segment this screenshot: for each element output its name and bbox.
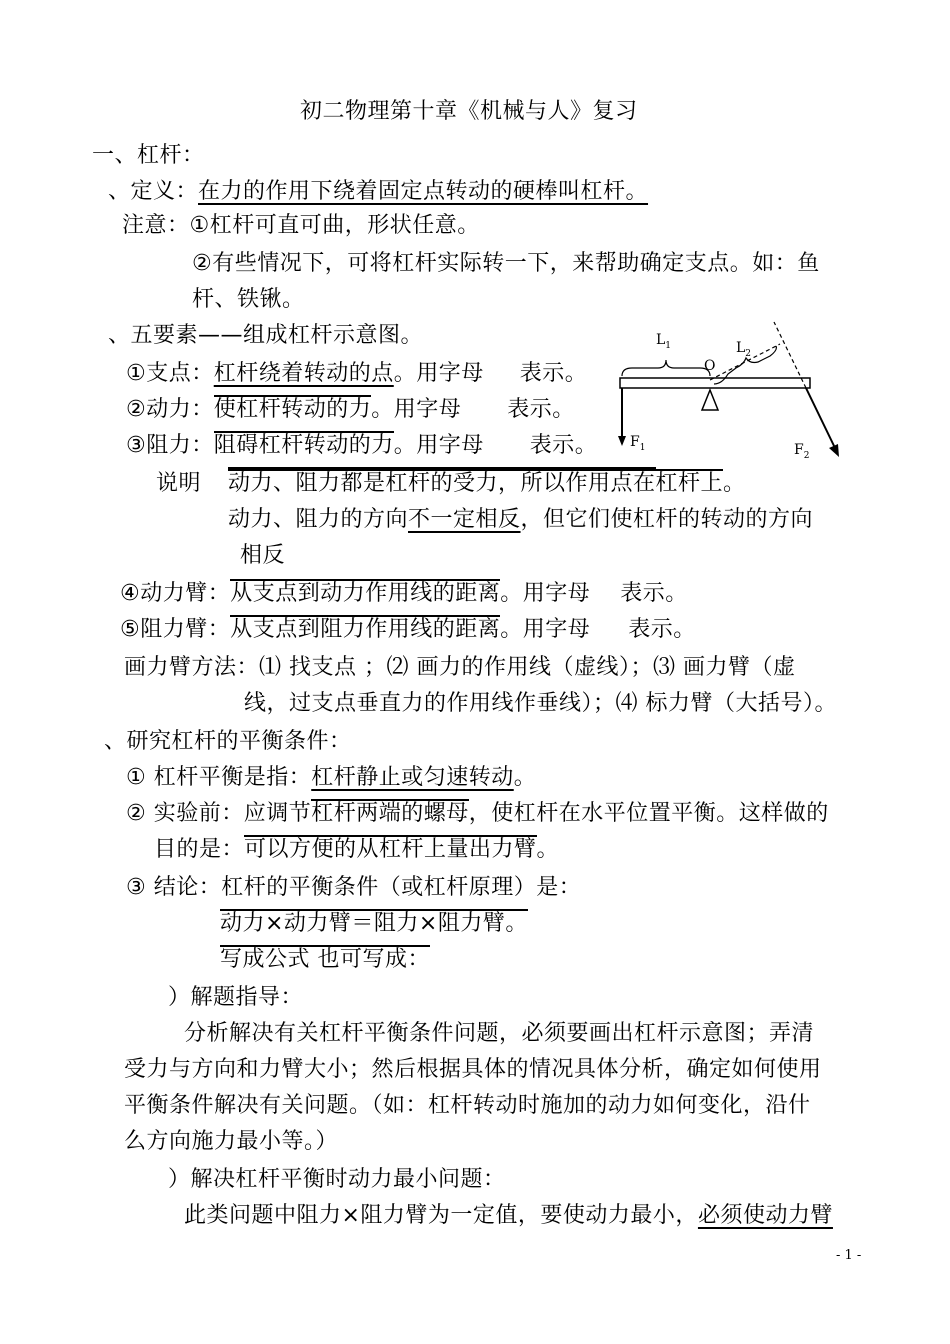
balance-heading: 、研究杠杆的平衡条件： bbox=[104, 729, 352, 754]
balance-2b-post: 。 bbox=[536, 837, 560, 862]
effort-line bbox=[126, 396, 575, 424]
pivot-tail: 表示。 bbox=[519, 361, 588, 386]
explain-1-pre: 动力、阻力都是杠杆的受力，所以作用点在 bbox=[228, 467, 656, 496]
pivot-text: 杠杆绕着转动的点 bbox=[213, 361, 394, 386]
page-number: - 1 - bbox=[836, 1248, 862, 1263]
load-force-arrowhead bbox=[829, 444, 839, 457]
effort-arm-brace bbox=[622, 360, 710, 376]
load-arm-rest: 。用字母 bbox=[500, 617, 591, 642]
guide-heading: ）解题指导： bbox=[168, 985, 304, 1010]
effort-arm-tail: 表示。 bbox=[620, 581, 688, 606]
method-line-2: 线，过支点垂直力的作用线作垂线）；⑷ 标力臂（大括号）。 bbox=[244, 691, 837, 716]
note-label: 注意： bbox=[122, 213, 190, 238]
lever-diagram bbox=[610, 318, 850, 468]
section-lever-heading: 一、杠杆： bbox=[92, 143, 205, 168]
load-rest: 。用字母 bbox=[393, 433, 484, 458]
guide-p4: 么方向施力最小等。） bbox=[124, 1129, 339, 1154]
minimum-p1-pre: 此类问题中阻力×阻力臂为一定值，要使动力最小， bbox=[184, 1203, 698, 1228]
explain-line-3: 相反 bbox=[240, 543, 286, 568]
load-arm-line bbox=[120, 616, 696, 644]
label-L1: $L_1$ bbox=[656, 332, 672, 351]
balance-formula-2 bbox=[220, 946, 430, 974]
balance-formula bbox=[220, 910, 528, 938]
explain-label: 说明 bbox=[156, 471, 202, 496]
definition-text: 在力的作用下绕着固定点转动的硬棒叫杠杆。 bbox=[198, 179, 649, 204]
label-L2: $L_2$ bbox=[736, 340, 752, 359]
load-arm-tail: 表示。 bbox=[628, 617, 696, 642]
balance-2b-pre: 目的是： bbox=[154, 837, 245, 862]
effort-label: ②动力： bbox=[126, 397, 214, 422]
lever-bar bbox=[620, 378, 810, 388]
minimum-p1 bbox=[184, 1202, 833, 1230]
definition-label: 、定义： bbox=[108, 179, 199, 204]
effort-force-arrowhead bbox=[618, 436, 626, 446]
balance-formula-2-text: 写成公式 也可写成： bbox=[220, 947, 430, 972]
fulcrum-triangle bbox=[702, 390, 718, 410]
balance-2-pre: ② 实验前：应调节 bbox=[126, 801, 312, 826]
balance-1-text: 杠杆静止或匀速转动 bbox=[311, 765, 514, 790]
label-F2: $F_2$ bbox=[794, 442, 810, 461]
note-item-2a: ②有些情况下，可将杠杆实际转一下，来帮助确定支点。如：鱼 bbox=[192, 251, 820, 276]
load-force-line bbox=[806, 388, 836, 450]
load-arm-text: 从支点到阻力作用线的距离 bbox=[230, 617, 501, 642]
balance-1-label: ① 杠杆平衡是指： bbox=[126, 765, 312, 790]
pivot-line bbox=[126, 360, 587, 388]
load-line bbox=[126, 432, 597, 460]
effort-arm-rest: 。用字母 bbox=[500, 581, 591, 606]
load-arm-label: ⑤阻力臂： bbox=[120, 617, 231, 642]
minimum-p1-ul: 必须使动力臂 bbox=[697, 1203, 833, 1228]
pivot-label: ①支点： bbox=[126, 361, 214, 386]
minimum-heading: ）解决杠杆平衡时动力最小问题： bbox=[168, 1167, 506, 1192]
guide-p3: 平衡条件解决有关问题。（如：杠杆转动时施加的动力如何变化，沿什 bbox=[124, 1093, 811, 1118]
explain-1-post: 。 bbox=[723, 471, 746, 496]
balance-2-post: ，使杠杆在水平位置平衡。这样做的 bbox=[468, 801, 829, 826]
definition-line bbox=[108, 178, 648, 206]
note-item-1: ①杠杆可直可曲，形状任意。 bbox=[189, 213, 480, 238]
balance-1-post: 。 bbox=[513, 765, 537, 790]
note-line-1 bbox=[122, 212, 480, 240]
balance-item-1 bbox=[126, 764, 536, 792]
balance-2b-ul: 可以方便的从杠杆上量出力臂 bbox=[244, 837, 537, 862]
balance-item-3: ③ 结论：杠杆的平衡条件（或杠杆原理）是： bbox=[126, 875, 582, 900]
explain-line-1 bbox=[228, 470, 746, 498]
balance-2-ul: 杠杆两端的螺母 bbox=[311, 801, 469, 826]
load-label: ③阻力： bbox=[126, 433, 214, 458]
five-elements-heading: 、五要素——组成杠杆示意图。 bbox=[108, 323, 424, 348]
balance-formula-text: 动力×动力臂＝阻力×阻力臂。 bbox=[220, 911, 528, 936]
effort-rest: 。用字母 bbox=[371, 397, 462, 422]
balance-item-2b bbox=[154, 836, 559, 864]
page-title: 初二物理第十章《机械与人》复习 bbox=[300, 99, 638, 124]
note-item-2b: 杆、铁锹。 bbox=[192, 287, 305, 312]
guide-p1: 分析解决有关杠杆平衡条件问题，必须要画出杠杆示意图；弄清 bbox=[184, 1021, 815, 1046]
label-O: O bbox=[704, 358, 716, 374]
load-tail: 表示。 bbox=[529, 433, 598, 458]
effort-arm-line bbox=[120, 580, 688, 608]
load-text: 阻碍杠杆转动的力 bbox=[213, 433, 394, 458]
pivot-rest: 。用字母 bbox=[393, 361, 484, 386]
explain-2-post: ，但它们使杠杆的转动的方向 bbox=[520, 507, 814, 532]
explain-1-ul: 杠杆上 bbox=[655, 471, 724, 496]
effort-arm-text: 从支点到动力作用线的距离 bbox=[230, 581, 501, 606]
guide-p2: 受力与方向和力臂大小；然后根据具体的情况具体分析，确定如何使用 bbox=[124, 1057, 822, 1082]
effort-arm-label: ④动力臂： bbox=[120, 581, 231, 606]
explain-2-pre: 动力、阻力的方向 bbox=[228, 507, 409, 532]
effort-tail: 表示。 bbox=[507, 397, 575, 422]
method-line-1: 画力臂方法：⑴ 找支点 ；⑵ 画力的作用线（虚线）；⑶ 画力臂（虚 bbox=[124, 655, 796, 680]
explain-line-2 bbox=[228, 506, 813, 534]
explain-2-ul: 不一定相反 bbox=[408, 507, 521, 532]
effort-text: 使杠杆转动的力 bbox=[213, 397, 372, 422]
balance-item-2 bbox=[126, 800, 829, 828]
label-F1: $F_1$ bbox=[630, 434, 646, 453]
